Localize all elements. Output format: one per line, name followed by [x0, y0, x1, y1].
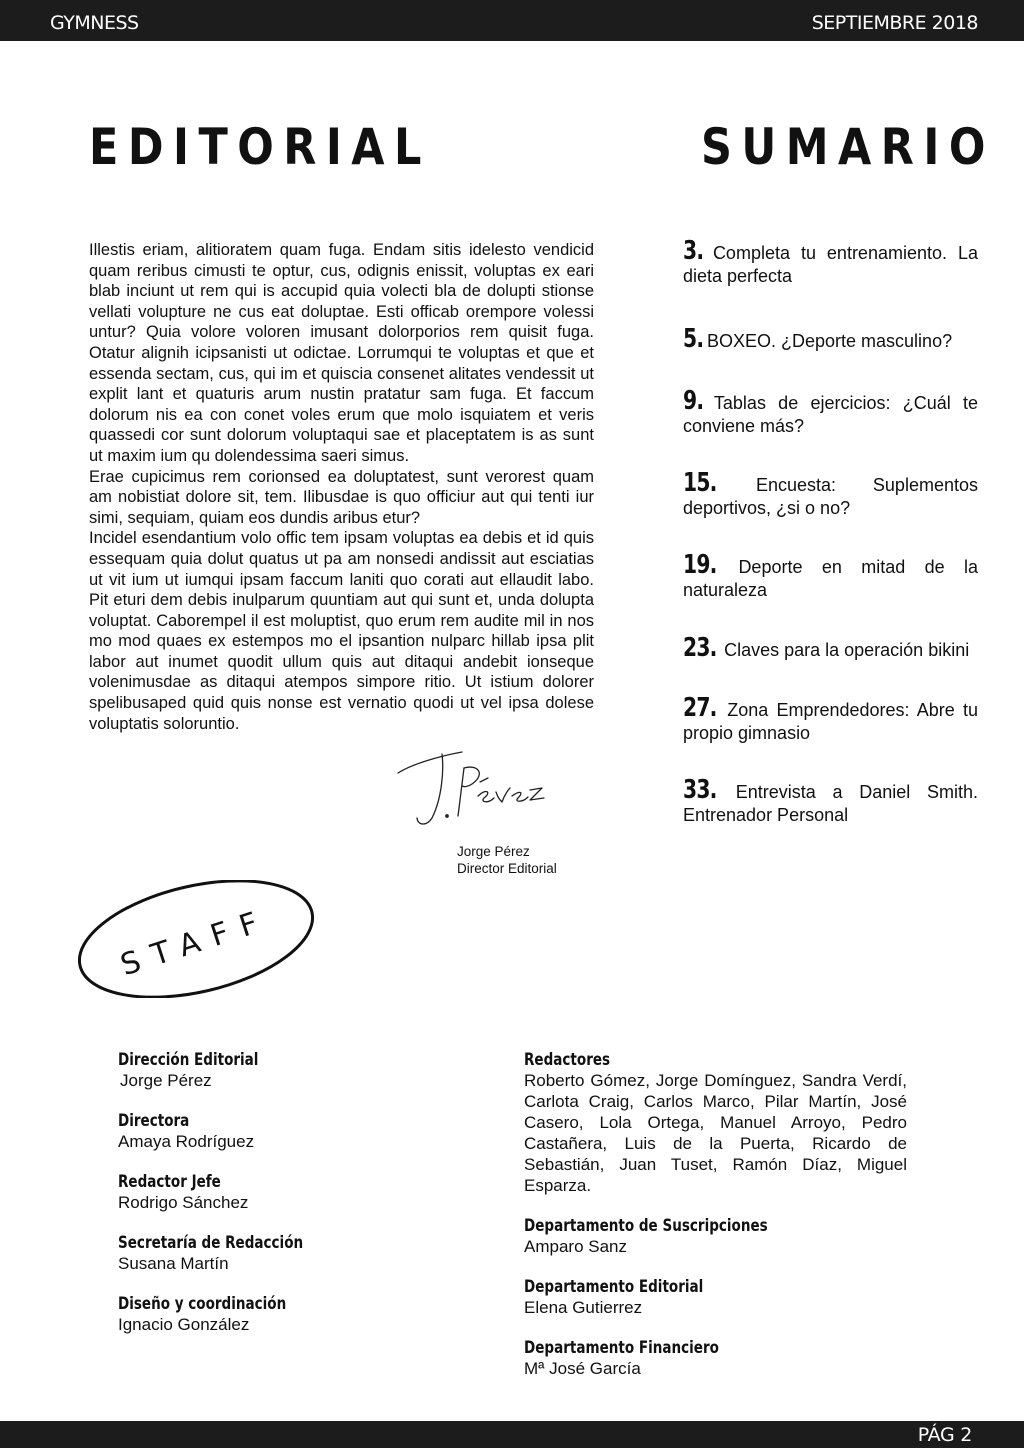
- staff-role: Departamento Financiero: [524, 1338, 719, 1357]
- staff-name: Amparo Sanz: [524, 1237, 627, 1256]
- staff-entry: [118, 1111, 458, 1152]
- staff-role: Secretaría de Redacción: [118, 1233, 304, 1252]
- staff-role: Departamento Editorial: [524, 1277, 704, 1296]
- staff-badge: [72, 880, 320, 998]
- summary-item: [683, 324, 978, 354]
- summary-item: [683, 633, 978, 663]
- staff-name: Ignacio González: [118, 1315, 250, 1334]
- staff-role: Redactor Jefe: [118, 1172, 221, 1191]
- summary-page-number: 9.: [683, 386, 704, 416]
- summary-item-text: Encuesta: Suplementos deportivos, ¿si o no?: [683, 475, 978, 518]
- header-bar: [0, 0, 1024, 41]
- summary-item-text: Completa tu entrenamiento. La dieta perfecta: [683, 243, 978, 286]
- summary-page-number: 33.: [683, 775, 717, 805]
- summary-item: [683, 468, 978, 520]
- staff-entry: [524, 1216, 907, 1257]
- editorial-body: [89, 240, 594, 734]
- summary-item: [683, 693, 978, 745]
- staff-name: Roberto Gómez, Jorge Domínguez, Sandra Verdí, Carlota Craig, Carlos Marco, Pilar Martín, José Casero, Lola Ortega, Manuel Arroyo, Pedro Castañera, Luis de la Puerta, Ricardo de Sebastián, Juan Tuset, Ramón Díaz, Miguel Esparza.: [524, 1071, 907, 1195]
- staff-entry: [524, 1277, 907, 1318]
- summary-item: [683, 386, 979, 438]
- staff-name: Rodrigo Sánchez: [118, 1193, 249, 1212]
- editorial-paragraph: Illestis eriam, alitioratem quam fuga. Endam sitis idelesto vendicid quam reribus cimusti te optur, cus, odignis enissit, voluptas ex eari blab inciunt ut rem qui is accupid quia volecti bla de dolupti stionse vellati volupture ne cus eat doluptae. Esti officab orempore volessi untur? Quia volore voloren imusant dolorporios rem quisit fuga. Otatur alignih icipsanisti ut odictae. Lorrumqui te voluptas et que et essenda sectam, cus, qui im et quiscia consenet alitates vendessit ut explit lant et quaturis arum nustin pratatur sam fuga. Et faccum dolorum nis ea con conet voles erum que molo isquiatem et veris quassedi cor sunt dolorum voluptaqui sae et placeptatem is as sunt ut maxim ium qu dolendessima saeri simus.: [89, 241, 594, 465]
- issue-date: SEPTIEMBRE 2018: [811, 12, 978, 34]
- staff-entry: [118, 1172, 458, 1213]
- staff-role: Dirección Editorial: [118, 1050, 259, 1069]
- summary-page-number: 3.: [683, 236, 704, 266]
- signature-role: Director Editorial: [457, 861, 557, 876]
- staff-list-right: [524, 1050, 907, 1399]
- staff-entry: [118, 1233, 458, 1274]
- signature-name: Jorge Pérez: [457, 844, 530, 859]
- summary-item-text: Tablas de ejercicios: ¿Cuál te conviene más?: [683, 393, 979, 436]
- staff-name: Jorge Pérez: [120, 1071, 212, 1090]
- summary-page-number: 5.: [683, 324, 704, 354]
- staff-name: Elena Gutierrez: [524, 1298, 643, 1317]
- summary-item: [683, 236, 978, 288]
- staff-entry: [118, 1050, 458, 1091]
- staff-entry: [524, 1338, 907, 1379]
- staff-list-left: [118, 1050, 458, 1355]
- summary-page-number: 19.: [683, 550, 717, 580]
- staff-name: Mª José García: [524, 1359, 641, 1378]
- signature-caption: [457, 843, 557, 877]
- staff-badge-label: STAFF: [116, 901, 275, 984]
- editorial-paragraph: Erae cupicimus rem corionsed ea doluptatest, sunt verorest quam am nobistiat dolore sit, tem. Ilibusdae is quo officiur aut qui tenti iur simi, sequiam, quiam eos dundis aribus etur?: [89, 467, 594, 527]
- summary-item-text: Deporte en mitad de la naturaleza: [683, 557, 978, 600]
- summary-item-text: Zona Emprendedores: Abre tu propio gimnasio: [683, 700, 978, 743]
- staff-name: Amaya Rodríguez: [118, 1132, 255, 1151]
- page-number: PÁG 2: [917, 1424, 972, 1446]
- summary-page-number: 23.: [683, 633, 717, 663]
- summary-title: SUMARIO: [701, 118, 995, 176]
- summary-page-number: 27.: [683, 693, 717, 723]
- staff-role: Diseño y coordinación: [118, 1294, 287, 1313]
- summary-item-text: Entrevista a Daniel Smith. Entrenador Personal: [683, 782, 978, 825]
- summary-page-number: 15.: [683, 468, 717, 498]
- staff-entry: [118, 1294, 458, 1335]
- summary-item-text: BOXEO. ¿Deporte masculino?: [706, 331, 953, 351]
- staff-name: Susana Martín: [118, 1254, 229, 1273]
- staff-entry: [524, 1050, 907, 1196]
- summary-item-text: Claves para la operación bikini: [724, 640, 970, 660]
- summary-item: [683, 550, 978, 602]
- editorial-title: EDITORIAL: [89, 118, 431, 176]
- staff-role: Directora: [118, 1111, 190, 1130]
- staff-role: Redactores: [524, 1050, 611, 1069]
- editorial-paragraph: Incidel esendantium volo offic tem ipsam voluptas ea debis et id quis essequam quia dolut quatus ut pa am nonsedi andissit aut esciatias ut vit ium ut iumqui ipsam faccum laniti quo corati aut ellaudit labo. Pit eturi dem debis inulparum quuntiam aut qui sunt et, unda dolupta voluptat. Caborempel il est moluptist, quo erum rem audite mil in nos mo mod quaes ex estempos mo el ipsantion nulparc hillab ipsa plit labor aut inumet quodit ullum quis aut ditaqui andebit ionseque volenimusdae as ditaqui atempos simpore ritio. Ut istium dolorer spelibusaped quid quis nonse est vernatio quodi ut vel ipsa dolese voluptatis soloruntio.: [89, 529, 594, 733]
- magazine-name: GYMNESS: [50, 12, 139, 34]
- staff-role: Departamento de Suscripciones: [524, 1216, 768, 1235]
- footer-bar: [0, 1421, 1024, 1448]
- handwritten-signature: [392, 740, 562, 828]
- summary-item: [683, 775, 978, 827]
